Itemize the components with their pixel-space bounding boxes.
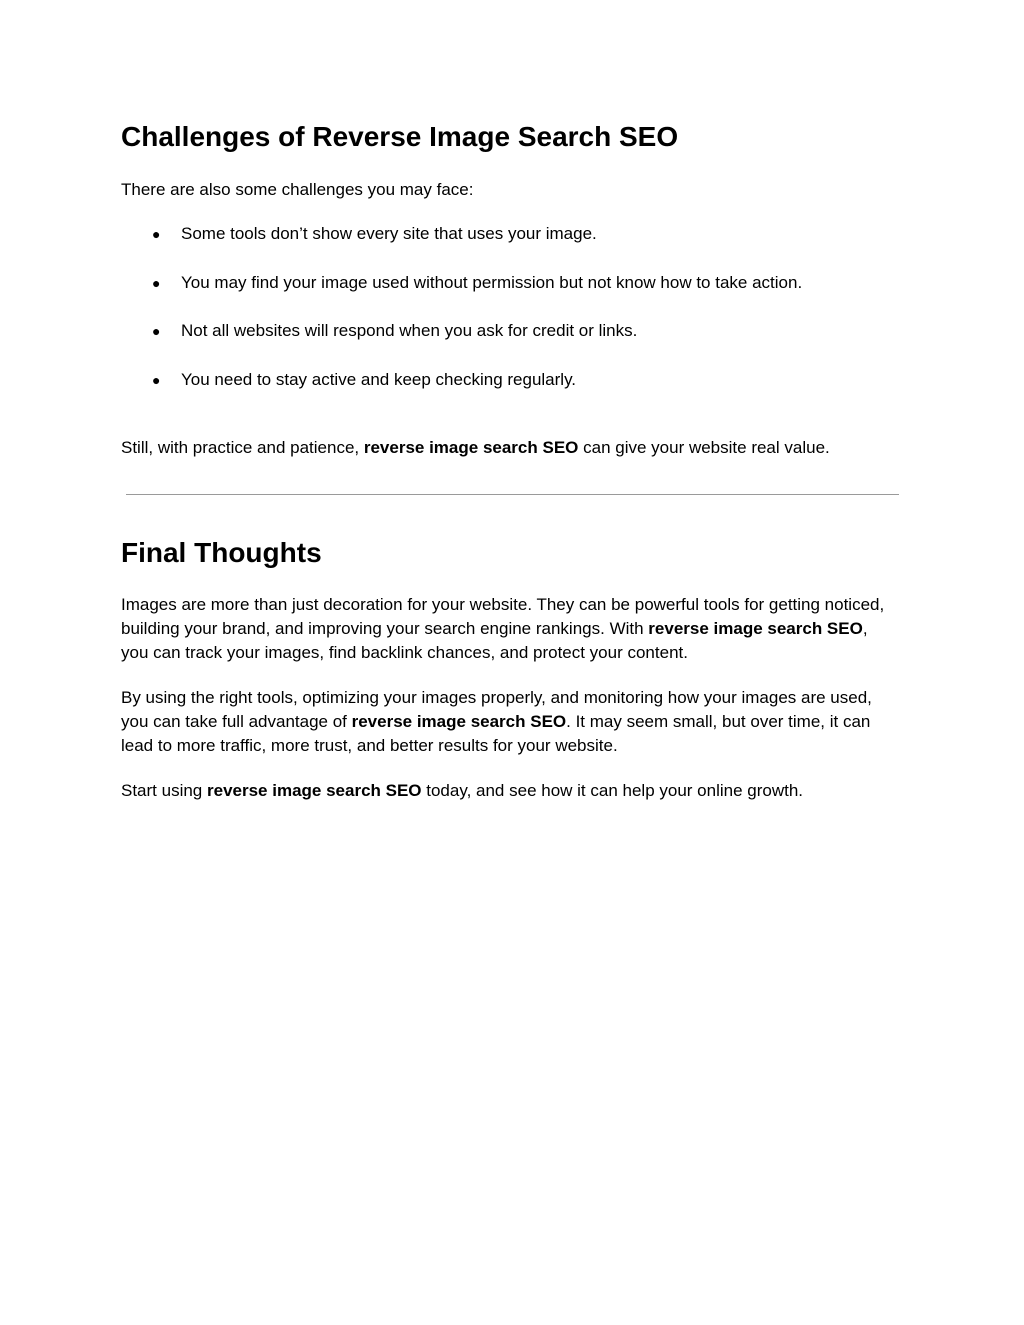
paragraph-text-before: Images are more than just decoration for your website. They can be powerful tools for getting noticed, building your brand, and improving your search engine rankings. With bbox=[121, 595, 885, 638]
paragraph-text-after: , you can track your images, find backlink chances, and protect your content. bbox=[121, 619, 868, 662]
list-item-text: You may find your image used without permission but not know how to take action. bbox=[181, 272, 803, 292]
list-item bbox=[121, 222, 901, 246]
paragraph-text-before: By using the right tools, optimizing your images properly, and monitoring how your images are used, you can take full advantage of bbox=[121, 688, 872, 731]
final-thoughts-paragraph-2 bbox=[121, 686, 896, 758]
final-thoughts-paragraph-1 bbox=[121, 593, 896, 665]
challenges-closing-paragraph bbox=[121, 436, 830, 460]
closing-keyword-bold: reverse image search SEO bbox=[363, 438, 579, 457]
list-item bbox=[121, 368, 901, 392]
bullet-icon: ● bbox=[152, 274, 161, 291]
closing-text-before: Still, with practice and patience, bbox=[121, 438, 364, 457]
list-item-text: Not all websites will respond when you ask for credit or links. bbox=[181, 321, 638, 340]
section-heading-final-thoughts: Final Thoughts bbox=[121, 537, 322, 568]
bullet-icon: ● bbox=[152, 226, 161, 242]
list-item-text: You need to stay active and keep checking regularly. bbox=[181, 369, 577, 389]
paragraph-keyword-bold: reverse image search SEO bbox=[351, 712, 567, 731]
paragraph-text-after: today, and see how it can help your online growth. bbox=[421, 781, 804, 800]
closing-text-after: can give your website real value. bbox=[578, 438, 830, 457]
section-heading-challenges: Challenges of Reverse Image Search SEO bbox=[121, 121, 679, 152]
challenges-bullet-list bbox=[121, 222, 901, 416]
paragraph-keyword-bold: reverse image search SEO bbox=[207, 781, 422, 800]
challenges-intro-paragraph: There are also some challenges you may face: bbox=[121, 180, 474, 199]
paragraph-text-before: Start using bbox=[121, 781, 207, 800]
final-thoughts-paragraph-3 bbox=[121, 779, 803, 803]
bullet-icon: ● bbox=[152, 371, 161, 388]
horizontal-divider bbox=[126, 494, 899, 495]
list-item bbox=[121, 319, 901, 343]
bullet-icon: ● bbox=[152, 323, 161, 339]
paragraph-text-after: . It may seem small, but over time, it can lead to more traffic, more trust, and better results for your website. bbox=[121, 712, 871, 755]
list-item-text: Some tools don’t show every site that uses your image. bbox=[181, 224, 597, 243]
list-item bbox=[121, 271, 901, 295]
paragraph-keyword-bold: reverse image search SEO bbox=[648, 619, 863, 638]
